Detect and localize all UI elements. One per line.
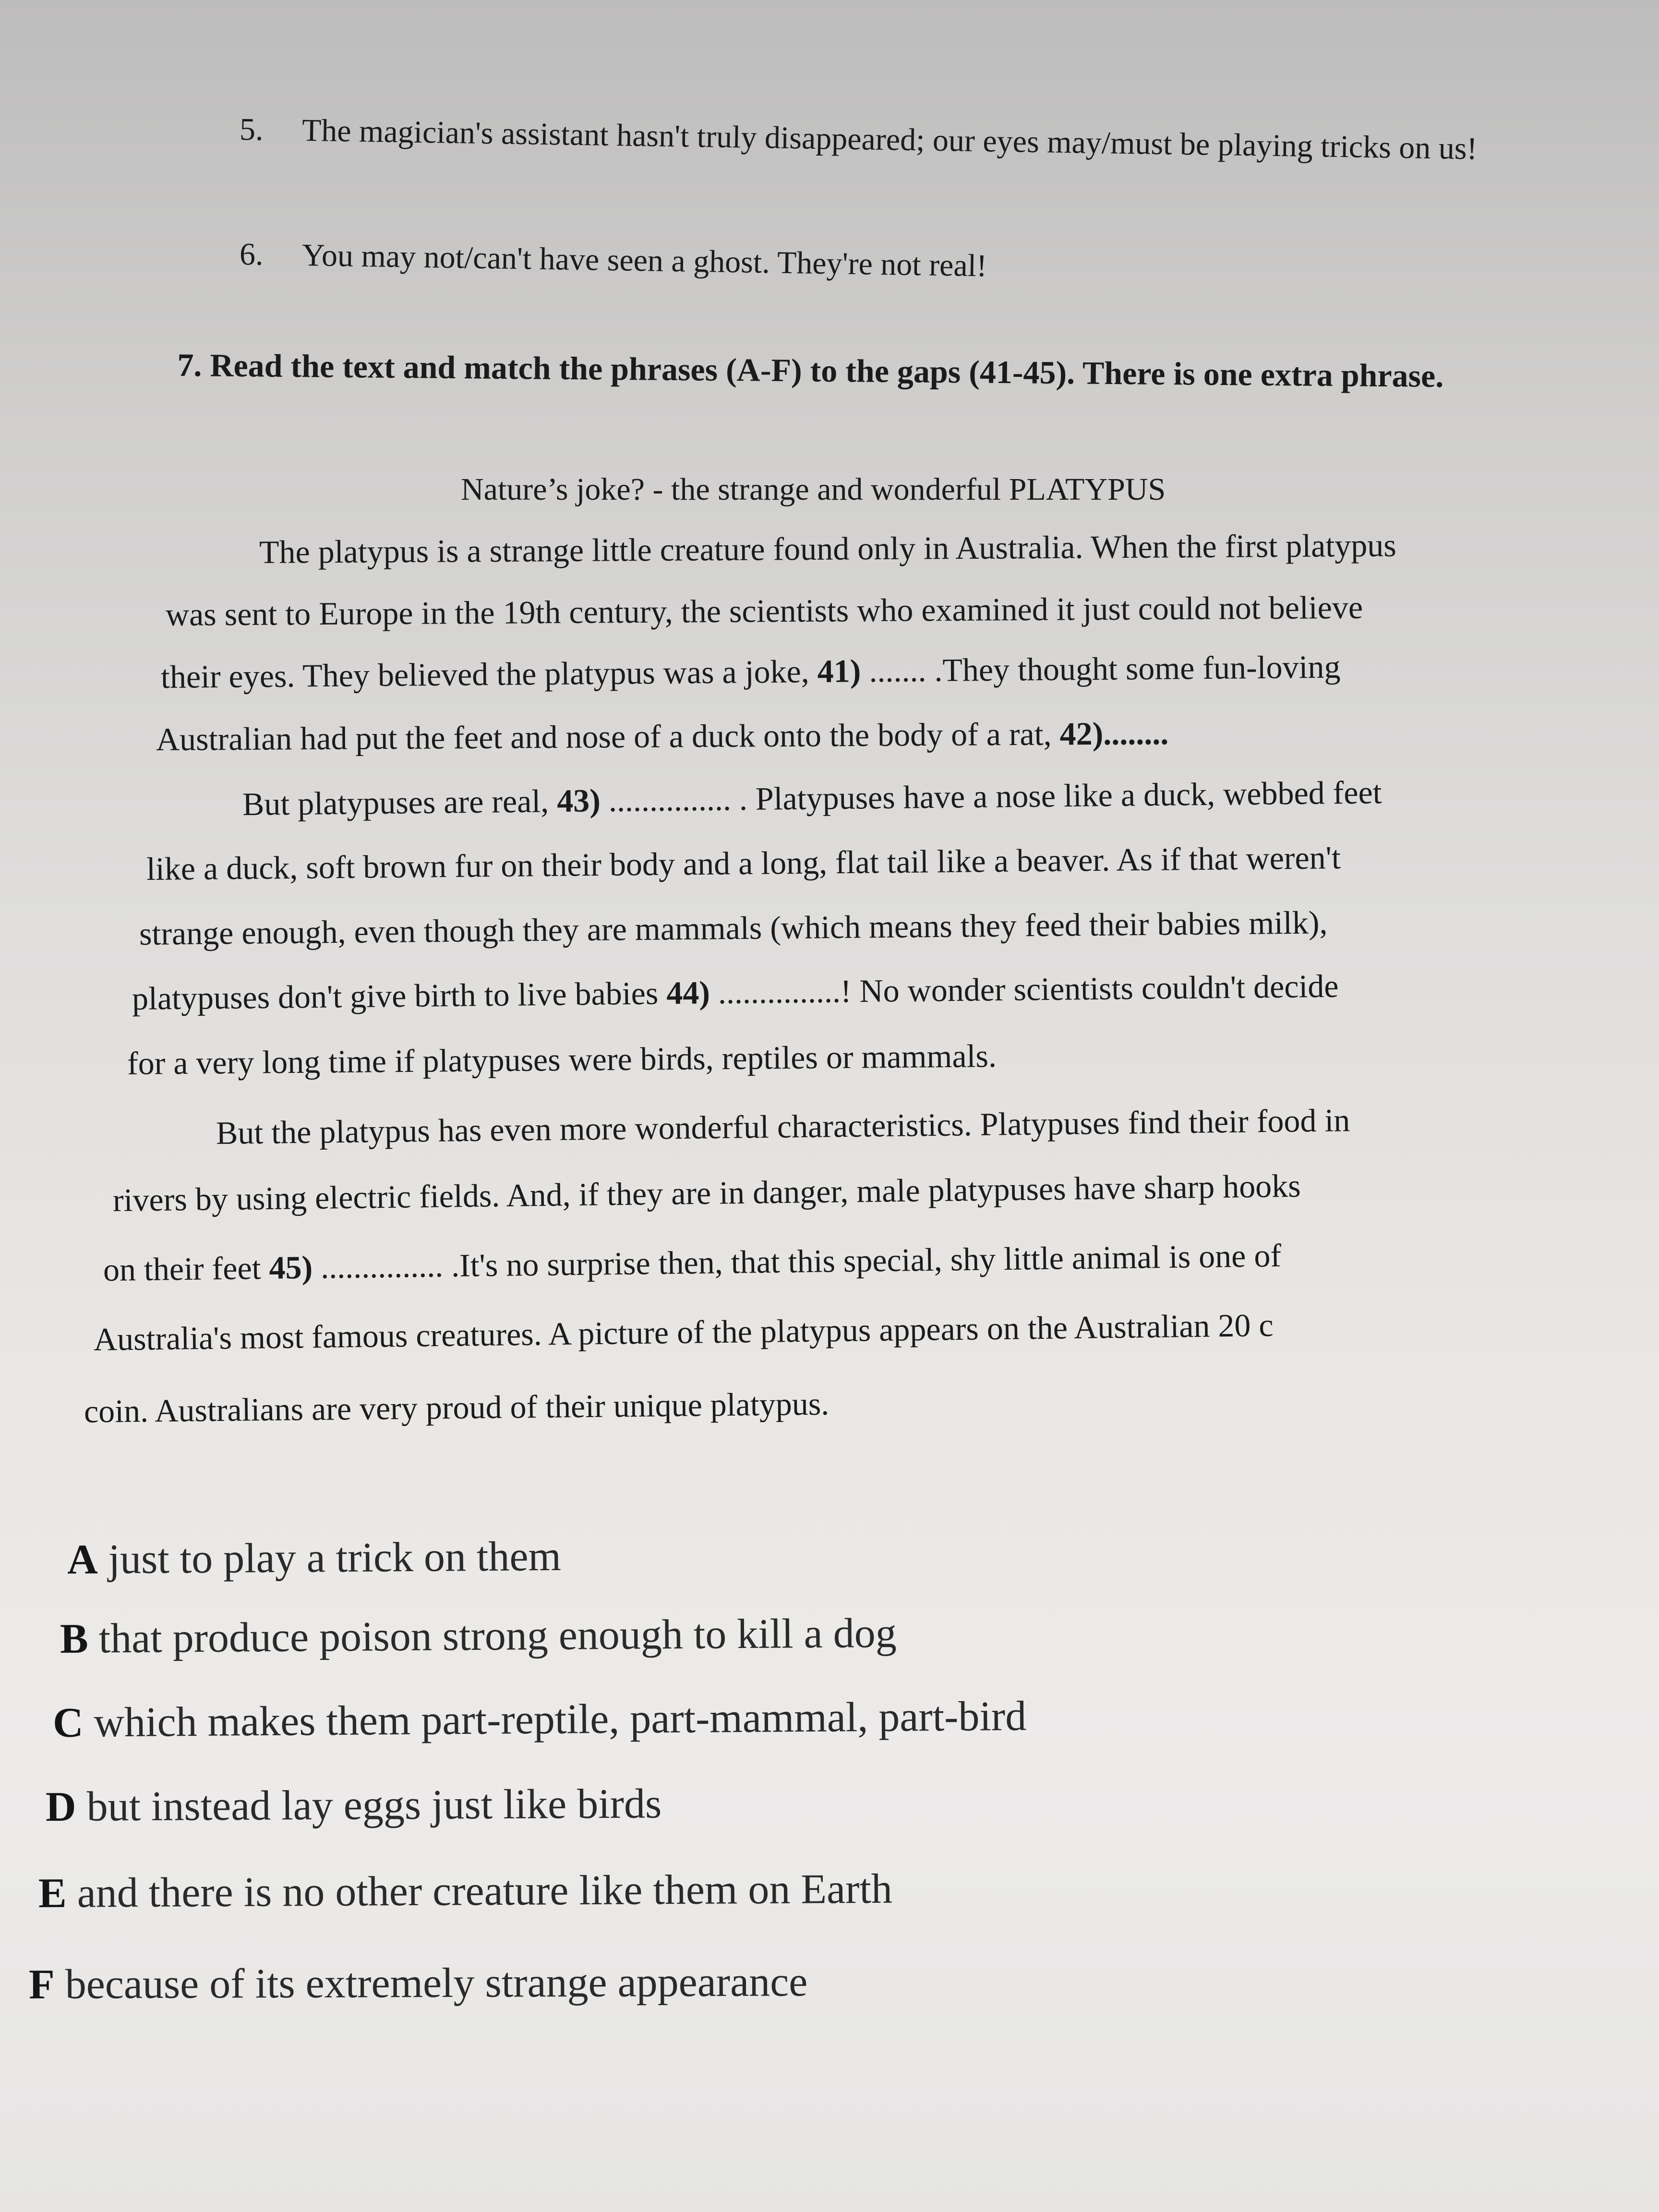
passage-text: But platypuses are real, — [242, 782, 549, 822]
option-c — [53, 1690, 1027, 1750]
passage-text: Australian had put the feet and nose of a duck onto the body of a rat, — [156, 715, 1052, 757]
list-item-number: 5. — [239, 111, 264, 147]
passage-line: was sent to Europe in the 19th century, the scientists who examined it just could not believe — [165, 589, 1363, 633]
task-heading: 7. Read the text and match the phrases (A-F) to the gaps (41-45). There is one extra phrase. — [177, 346, 1444, 395]
passage-text: their eyes. They believed the platypus was a joke, — [160, 653, 810, 695]
option-text: just to play a trick on them — [108, 1533, 562, 1583]
passage-line — [161, 645, 1341, 698]
option-text: but instead lay eggs just like birds — [86, 1780, 662, 1830]
passage-line: But the platypus has even more wonderful characteristics. Platypuses find their food in — [216, 1102, 1350, 1151]
option-e — [38, 1863, 892, 1920]
passage-text: ...............! No wonder scientists couldn't decide — [709, 967, 1339, 1011]
passage-line — [103, 1234, 1281, 1291]
option-d — [46, 1778, 662, 1834]
option-letter: F — [28, 1961, 55, 2008]
passage-text: ............... .It's no surprise then, that this special, shy little animal is one of — [312, 1237, 1282, 1286]
passage-text: ............... . Platypuses have a nose like a duck, webbed feet — [600, 774, 1382, 819]
option-text: that produce poison strong enough to kill a dog — [98, 1610, 897, 1662]
gap-43-marker: 43) — [556, 782, 601, 819]
passage-text: ....... .They thought some fun-loving — [861, 648, 1341, 689]
passage-text: on their feet — [103, 1249, 261, 1288]
list-item-5 — [239, 101, 1584, 180]
gap-44-marker: 44) — [666, 974, 710, 1011]
option-text: because of its extremely strange appearance — [65, 1959, 808, 2008]
gap-41-marker: 41) — [817, 652, 861, 690]
passage-line: The platypus is a strange little creature found only in Australia. When the first platypus — [259, 527, 1396, 570]
passage-line: Australia's most famous creatures. A picture of the platypus appears on the Australian 20 c — [93, 1306, 1274, 1358]
option-f — [29, 1956, 808, 2011]
option-text: which makes them part-reptile, part-mammal, part-bird — [94, 1693, 1027, 1746]
passage-line — [156, 711, 1169, 761]
passage-line — [242, 770, 1382, 826]
option-letter: D — [45, 1783, 76, 1830]
gap-42-marker: 42)........ — [1059, 715, 1169, 752]
option-b — [60, 1607, 897, 1666]
list-item-text: The magician's assistant hasn't truly disappeared; our eyes may/must be playing tricks on us! — [301, 113, 1478, 167]
passage-line — [132, 964, 1339, 1020]
passage-text: platypuses don't give birth to live babies — [132, 974, 659, 1017]
option-letter: B — [60, 1615, 89, 1662]
option-a — [67, 1530, 562, 1587]
list-item-text: You may not/can't have seen a ghost. They're not real! — [301, 238, 987, 284]
option-letter: A — [67, 1536, 98, 1583]
gap-45-marker: 45) — [269, 1249, 313, 1286]
passage-line: like a duck, soft brown fur on their body and a long, flat tail like a beaver. As if that weren't — [146, 839, 1341, 887]
option-text: and there is no other creature like them on Earth — [77, 1865, 893, 1917]
text-title: Nature’s joke? - the strange and wonderful PLATYPUS — [461, 472, 1166, 507]
passage-line: for a very long time if platypuses were birds, reptiles or mammals. — [127, 1037, 997, 1082]
list-item-6 — [239, 226, 1584, 304]
option-letter: C — [52, 1699, 84, 1746]
passage-line: rivers by using electric fields. And, if they are in danger, male platypuses have sharp hooks — [112, 1167, 1301, 1218]
passage-line: coin. Australians are very proud of their unique platypus. — [84, 1385, 830, 1430]
option-letter: E — [38, 1870, 67, 1917]
list-item-number: 6. — [239, 236, 264, 272]
passage-line: strange enough, even though they are mammals (which means they feed their babies milk), — [139, 904, 1328, 952]
